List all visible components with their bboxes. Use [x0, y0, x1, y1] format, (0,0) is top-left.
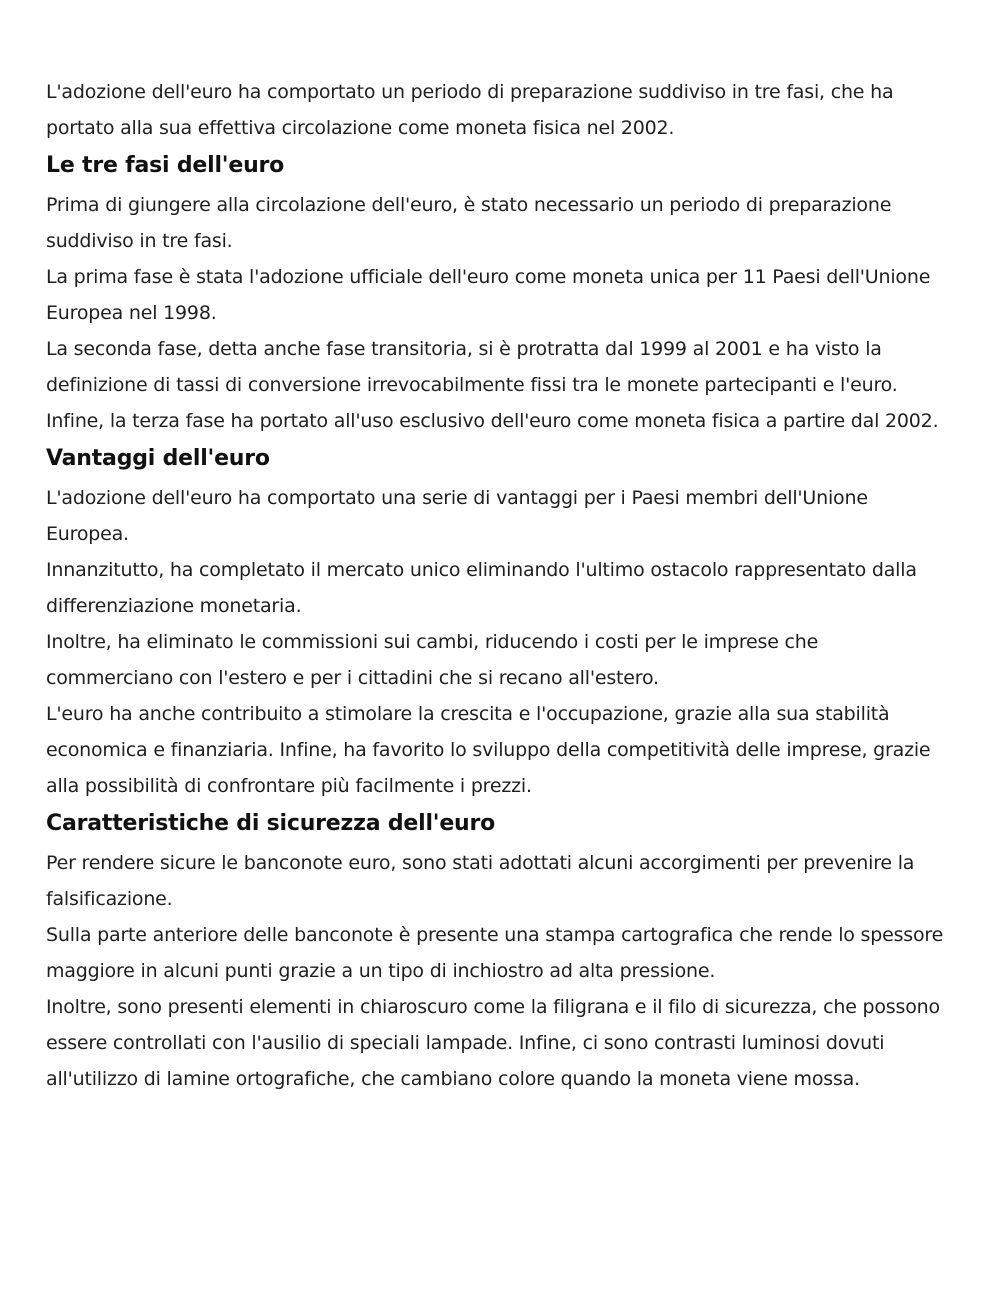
section-sicurezza	[46, 805, 946, 1097]
paragraph: La seconda fase, detta anche fase transitoria, si è protratta dal 1999 al 2001 e ha visto la definizione di tassi di conversione irrevocabilmente fissi tra le monete partecipanti e l'euro.	[46, 338, 898, 396]
section-tre-fasi	[46, 147, 946, 439]
section-heading: Le tre fasi dell'euro	[46, 153, 285, 178]
paragraph: L'euro ha anche contribuito a stimolare la crescita e l'occupazione, grazie alla sua stabilità economica e finanziaria. Infine, ha favorito lo sviluppo della competitività delle imprese, grazie alla possibilità di confrontare più facilmente i prezzi.	[46, 703, 931, 797]
paragraph: La prima fase è stata l'adozione ufficiale dell'euro come moneta unica per 11 Paesi dell'Unione Europea nel 1998.	[46, 266, 931, 324]
paragraph: Per rendere sicure le banconote euro, sono stati adottati alcuni accorgimenti per prevenire la falsificazione.	[46, 852, 915, 910]
paragraph: Infine, la terza fase ha portato all'uso esclusivo dell'euro come moneta fisica a partire dal 2002.	[46, 410, 939, 432]
section-heading: Caratteristiche di sicurezza dell'euro	[46, 811, 496, 836]
paragraph: Inoltre, ha eliminato le commissioni sui cambi, riducendo i costi per le imprese che commerciano con l'estero e per i cittadini che si recano all'estero.	[46, 631, 819, 689]
section-heading: Vantaggi dell'euro	[46, 446, 270, 471]
intro-paragraph: L'adozione dell'euro ha comportato un periodo di preparazione suddiviso in tre fasi, che ha portato alla sua effettiva circolazione come moneta fisica nel 2002.	[46, 81, 894, 139]
document-page	[46, 74, 946, 1097]
section-vantaggi	[46, 440, 946, 804]
paragraph: Inoltre, sono presenti elementi in chiaroscuro come la filigrana e il filo di sicurezza, che possono essere controllati con l'ausilio di speciali lampade. Infine, ci sono contrasti luminosi dovuti all'utilizzo di lamine ortografiche, che cambiano colore quando la moneta viene mossa.	[46, 996, 940, 1090]
paragraph: Innanzitutto, ha completato il mercato unico eliminando l'ultimo ostacolo rappresentato dalla differenziazione monetaria.	[46, 559, 917, 617]
paragraph: Sulla parte anteriore delle banconote è presente una stampa cartografica che rende lo spessore maggiore in alcuni punti grazie a un tipo di inchiostro ad alta pressione.	[46, 924, 944, 982]
paragraph: L'adozione dell'euro ha comportato una serie di vantaggi per i Paesi membri dell'Unione Europea.	[46, 487, 868, 545]
paragraph: Prima di giungere alla circolazione dell'euro, è stato necessario un periodo di preparazione suddiviso in tre fasi.	[46, 194, 892, 252]
